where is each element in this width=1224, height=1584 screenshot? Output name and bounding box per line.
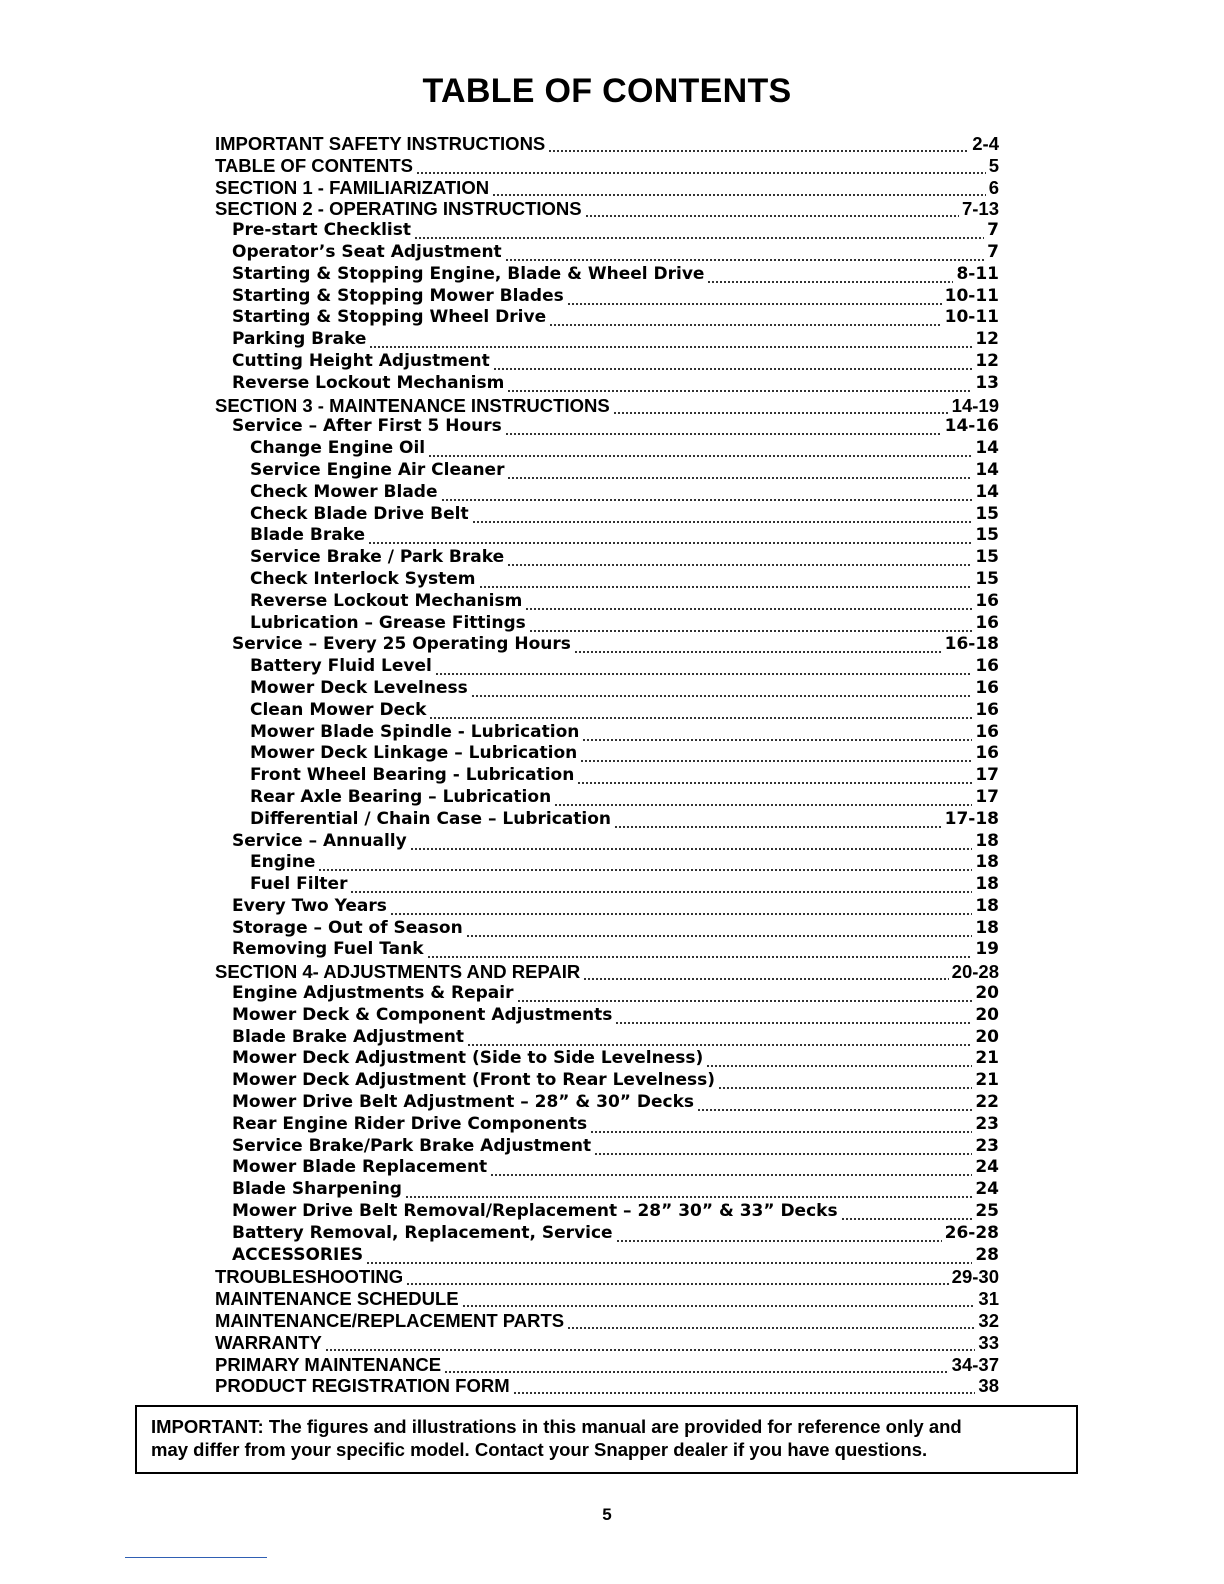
- toc-entry[interactable]: [215, 460, 999, 482]
- toc-entry[interactable]: [215, 1332, 999, 1354]
- toc-entry-label: SECTION 4- ADJUSTMENTS AND REPAIR: [215, 961, 581, 983]
- toc-entry-page: 14: [975, 438, 999, 459]
- toc-entry-label: Battery Removal, Replacement, Service: [232, 1222, 613, 1243]
- toc-entry[interactable]: [215, 743, 999, 765]
- toc-entry-page: 12: [975, 329, 999, 350]
- toc-entry-page: 10-11: [944, 285, 999, 306]
- toc-entry[interactable]: [215, 1310, 999, 1332]
- toc-entry-label: Operator’s Seat Adjustment: [232, 241, 502, 262]
- toc-entry-label: Cutting Height Adjustment: [232, 350, 490, 371]
- toc-dot-leader: [613, 395, 949, 417]
- toc-dot-leader: [427, 939, 973, 961]
- toc-dot-leader: [350, 874, 972, 896]
- toc-entry-label: Starting & Stopping Wheel Drive: [232, 307, 547, 328]
- toc-entry[interactable]: [215, 177, 999, 199]
- toc-entry[interactable]: [215, 1136, 999, 1158]
- toc-entry[interactable]: [215, 1266, 999, 1288]
- toc-entry[interactable]: [215, 896, 999, 918]
- toc-entry-page: 20: [975, 1004, 999, 1025]
- toc-entry[interactable]: [215, 198, 999, 220]
- toc-entry[interactable]: [215, 416, 999, 438]
- toc-dot-leader: [441, 482, 973, 504]
- toc-entry[interactable]: [215, 264, 999, 286]
- toc-dot-leader: [614, 809, 942, 831]
- toc-entry-page: 18: [975, 852, 999, 873]
- toc-entry[interactable]: [215, 918, 999, 940]
- toc-entry[interactable]: [215, 831, 999, 853]
- toc-entry-page: 16: [975, 699, 999, 720]
- toc-dot-leader: [410, 831, 973, 853]
- toc-dot-leader: [507, 547, 972, 569]
- toc-entry-page: 15: [975, 547, 999, 568]
- toc-dot-leader: [513, 1375, 976, 1397]
- toc-entry-label: WARRANTY: [215, 1331, 322, 1353]
- toc-dot-leader: [594, 1136, 972, 1158]
- toc-entry[interactable]: [215, 1223, 999, 1245]
- toc-entry-label: PRODUCT REGISTRATION FORM: [215, 1375, 510, 1397]
- toc-entry[interactable]: [215, 1048, 999, 1070]
- toc-entry[interactable]: [215, 351, 999, 373]
- toc-dot-leader: [517, 983, 973, 1005]
- toc-entry[interactable]: [215, 1070, 999, 1092]
- toc-entry-label: Every Two Years: [232, 895, 387, 916]
- toc-entry-page: 38: [978, 1375, 999, 1397]
- toc-dot-leader: [583, 961, 948, 983]
- toc-dot-leader: [548, 133, 969, 155]
- toc-entry-label: Blade Brake: [250, 525, 366, 546]
- toc-entry-page: 16: [975, 677, 999, 698]
- toc-entry[interactable]: [215, 1354, 999, 1376]
- toc-entry-page: 29-30: [951, 1266, 999, 1288]
- toc-entry-page: 17: [975, 765, 999, 786]
- toc-dot-leader: [590, 1114, 972, 1136]
- toc-dot-leader: [472, 504, 973, 526]
- toc-dot-leader: [507, 373, 972, 395]
- toc-entry-label: Mower Deck Adjustment (Side to Side Levelness): [232, 1048, 704, 1069]
- toc-dot-leader: [366, 1245, 972, 1267]
- toc-entry-page: 31: [978, 1288, 999, 1310]
- toc-entry-label: Differential / Chain Case – Lubrication: [250, 808, 611, 829]
- toc-entry-page: 15: [975, 503, 999, 524]
- toc-dot-leader: [582, 722, 972, 744]
- toc-entry-page: 32: [978, 1310, 999, 1332]
- toc-entry-label: Fuel Filter: [250, 874, 348, 895]
- toc-entry[interactable]: [215, 1157, 999, 1179]
- toc-entry-label: Rear Engine Rider Drive Components: [232, 1113, 588, 1134]
- toc-entry-page: 7-13: [961, 198, 999, 220]
- toc-entry[interactable]: [215, 809, 999, 831]
- toc-entry-page: 26-28: [944, 1222, 999, 1243]
- important-notice-box: [135, 1405, 1078, 1474]
- toc-dot-leader: [492, 177, 986, 199]
- toc-entry[interactable]: [215, 678, 999, 700]
- toc-entry-page: 20: [975, 1026, 999, 1047]
- toc-entry-label: Engine: [250, 852, 316, 873]
- toc-entry[interactable]: [215, 1288, 999, 1310]
- toc-dot-leader: [567, 1310, 975, 1332]
- toc-entry-label: Service – Annually: [232, 830, 407, 851]
- toc-entry[interactable]: [215, 1092, 999, 1114]
- toc-entry[interactable]: [215, 1005, 999, 1027]
- toc-entry[interactable]: [215, 1245, 999, 1267]
- toc-dot-leader: [567, 286, 942, 308]
- toc-entry-page: 21: [975, 1070, 999, 1091]
- toc-entry-label: MAINTENANCE/REPLACEMENT PARTS: [215, 1310, 565, 1332]
- toc-dot-leader: [505, 242, 984, 264]
- toc-dot-leader: [706, 1048, 972, 1070]
- toc-entry-page: 16: [975, 590, 999, 611]
- toc-dot-leader: [615, 1005, 972, 1027]
- toc-entry-page: 14-16: [944, 416, 999, 437]
- toc-entry-page: 16-18: [944, 634, 999, 655]
- toc-entry-label: Mower Blade Replacement: [232, 1157, 488, 1178]
- toc-entry[interactable]: [215, 329, 999, 351]
- toc-entry-label: Service – After First 5 Hours: [232, 416, 502, 437]
- toc-entry-page: 14: [975, 459, 999, 480]
- toc-entry-label: Service Brake/Park Brake Adjustment: [232, 1135, 592, 1156]
- toc-entry-page: 17-18: [944, 808, 999, 829]
- toc-dot-leader: [707, 264, 953, 286]
- toc-dot-leader: [525, 591, 972, 613]
- toc-entry[interactable]: [215, 1027, 999, 1049]
- toc-dot-leader: [406, 1266, 949, 1288]
- toc-entry-page: 2-4: [972, 133, 999, 154]
- page-title: TABLE OF CONTENTS: [422, 72, 792, 110]
- toc-dot-leader: [429, 700, 972, 722]
- toc-entry-label: Battery Fluid Level: [250, 656, 432, 677]
- toc-entry-label: Parking Brake: [232, 329, 367, 350]
- toc-entry-label: Mower Drive Belt Adjustment – 28” & 30” Decks: [232, 1092, 695, 1113]
- toc-dot-leader: [416, 155, 986, 177]
- toc-entry-label: TROUBLESHOOTING: [215, 1266, 404, 1288]
- page-number: 5: [602, 1505, 612, 1524]
- toc-entry-label: Reverse Lockout Mechanism: [250, 590, 523, 611]
- toc-entry-label: PRIMARY MAINTENANCE: [215, 1353, 442, 1375]
- toc-dot-leader: [577, 765, 972, 787]
- toc-entry-label: Blade Sharpening: [232, 1179, 402, 1200]
- toc-entry-label: Removing Fuel Tank: [232, 939, 424, 960]
- toc-entry[interactable]: [215, 569, 999, 591]
- toc-dot-leader: [549, 307, 942, 329]
- toc-entry-label: Service – Every 25 Operating Hours: [232, 634, 571, 655]
- toc-entry[interactable]: [215, 613, 999, 635]
- toc-dot-leader: [444, 1354, 949, 1376]
- toc-entry[interactable]: [215, 482, 999, 504]
- toc-dot-leader: [435, 656, 972, 678]
- toc-entry[interactable]: [215, 155, 999, 177]
- toc-entry[interactable]: [215, 438, 999, 460]
- toc-entry-label: Starting & Stopping Engine, Blade & Wheel Drive: [232, 263, 705, 284]
- toc-entry-label: Mower Deck Adjustment (Front to Rear Levelness): [232, 1070, 716, 1091]
- toc-entry[interactable]: [215, 656, 999, 678]
- toc-dot-leader: [585, 198, 959, 220]
- table-of-contents: [215, 133, 999, 1397]
- footer-rule: [125, 1557, 267, 1558]
- toc-dot-leader: [505, 416, 942, 438]
- toc-entry-label: Check Blade Drive Belt: [250, 503, 469, 524]
- toc-entry-label: Mower Deck & Component Adjustments: [232, 1004, 613, 1025]
- toc-dot-leader: [368, 525, 972, 547]
- toc-entry-page: 5: [988, 154, 999, 176]
- toc-entry-label: Change Engine Oil: [250, 438, 426, 459]
- toc-entry-label: SECTION 2 - OPERATING INSTRUCTIONS: [215, 198, 582, 220]
- toc-dot-leader: [490, 1157, 972, 1179]
- notice-line-1: IMPORTANT: The figures and illustrations in this manual are provided for reference only and: [151, 1416, 962, 1437]
- toc-entry[interactable]: [215, 133, 999, 155]
- toc-entry-label: Engine Adjustments & Repair: [232, 983, 514, 1004]
- toc-entry[interactable]: [215, 373, 999, 395]
- toc-entry[interactable]: [215, 939, 999, 961]
- toc-dot-leader: [428, 438, 972, 460]
- toc-entry-page: 14: [975, 481, 999, 502]
- toc-entry-label: Service Brake / Park Brake: [250, 547, 505, 568]
- toc-entry-page: 8-11: [956, 263, 999, 284]
- toc-entry[interactable]: [215, 765, 999, 787]
- toc-entry-page: 33: [978, 1331, 999, 1353]
- toc-entry-label: Pre-start Checklist: [232, 220, 411, 241]
- toc-entry-label: Check Interlock System: [250, 568, 476, 589]
- toc-entry-label: Reverse Lockout Mechanism: [232, 372, 505, 393]
- toc-dot-leader: [318, 852, 972, 874]
- toc-entry[interactable]: [215, 395, 999, 417]
- toc-entry-page: 18: [975, 917, 999, 938]
- toc-entry-page: 18: [975, 895, 999, 916]
- toc-dot-leader: [479, 569, 973, 591]
- toc-dot-leader: [718, 1070, 972, 1092]
- toc-entry-page: 23: [975, 1113, 999, 1134]
- toc-entry-page: 25: [975, 1201, 999, 1222]
- toc-entry-label: Rear Axle Bearing – Lubrication: [250, 786, 552, 807]
- toc-entry-label: ACCESSORIES: [232, 1244, 364, 1265]
- toc-entry-page: 12: [975, 350, 999, 371]
- toc-entry-page: 20-28: [951, 961, 999, 983]
- toc-entry-label: MAINTENANCE SCHEDULE: [215, 1288, 459, 1310]
- toc-entry-page: 13: [975, 372, 999, 393]
- toc-entry-label: Mower Blade Spindle - Lubrication: [250, 721, 580, 742]
- toc-dot-leader: [841, 1201, 973, 1223]
- toc-entry[interactable]: [215, 634, 999, 656]
- toc-entry-label: TABLE OF CONTENTS: [215, 154, 414, 176]
- toc-entry-label: Blade Brake Adjustment: [232, 1026, 464, 1047]
- toc-entry-page: 23: [975, 1135, 999, 1156]
- toc-entry-label: Lubrication – Grease Fittings: [250, 612, 526, 633]
- toc-entry-page: 15: [975, 568, 999, 589]
- toc-entry-page: 17: [975, 786, 999, 807]
- toc-entry[interactable]: [215, 983, 999, 1005]
- toc-dot-leader: [390, 896, 972, 918]
- toc-entry[interactable]: [215, 547, 999, 569]
- toc-entry-label: Mower Deck Linkage – Lubrication: [250, 743, 578, 764]
- toc-entry[interactable]: [215, 1375, 999, 1397]
- toc-dot-leader: [466, 918, 973, 940]
- toc-dot-leader: [414, 220, 984, 242]
- toc-entry[interactable]: [215, 286, 999, 308]
- toc-dot-leader: [616, 1223, 942, 1245]
- toc-entry-label: Front Wheel Bearing - Lubrication: [250, 765, 575, 786]
- toc-entry-label: Check Mower Blade: [250, 481, 438, 502]
- toc-entry-label: SECTION 3 - MAINTENANCE INSTRUCTIONS: [215, 394, 610, 416]
- toc-dot-leader: [697, 1092, 972, 1114]
- toc-entry-page: 24: [975, 1157, 999, 1178]
- toc-entry-label: Clean Mower Deck: [250, 699, 427, 720]
- toc-entry[interactable]: [215, 722, 999, 744]
- toc-entry-page: 6: [988, 176, 999, 198]
- toc-entry[interactable]: [215, 874, 999, 896]
- toc-entry-page: 14-19: [951, 394, 999, 416]
- toc-entry-label: Storage – Out of Season: [232, 917, 463, 938]
- toc-entry-page: 16: [975, 721, 999, 742]
- toc-entry-page: 7: [987, 241, 999, 262]
- toc-entry[interactable]: [215, 220, 999, 242]
- notice-line-2: may differ from your specific model. Contact your Snapper dealer if you have questions.: [151, 1439, 928, 1460]
- toc-dot-leader: [369, 329, 972, 351]
- toc-entry-page: 18: [975, 830, 999, 851]
- toc-entry[interactable]: [215, 591, 999, 613]
- toc-dot-leader: [471, 678, 973, 700]
- toc-entry-page: 24: [975, 1179, 999, 1200]
- toc-dot-leader: [467, 1027, 972, 1049]
- toc-dot-leader: [580, 743, 972, 765]
- toc-entry[interactable]: [215, 961, 999, 983]
- toc-entry-page: 34-37: [951, 1353, 999, 1375]
- toc-entry-page: 15: [975, 525, 999, 546]
- toc-entry-page: 20: [975, 983, 999, 1004]
- toc-entry[interactable]: [215, 307, 999, 329]
- toc-entry-page: 19: [975, 939, 999, 960]
- toc-entry-label: IMPORTANT SAFETY INSTRUCTIONS: [215, 133, 546, 154]
- toc-entry-page: 7: [987, 220, 999, 241]
- toc-entry-page: 28: [975, 1244, 999, 1265]
- toc-entry[interactable]: [215, 1179, 999, 1201]
- toc-entry-label: Service Engine Air Cleaner: [250, 459, 505, 480]
- toc-entry[interactable]: [215, 1114, 999, 1136]
- toc-dot-leader: [325, 1332, 976, 1354]
- toc-entry-page: 18: [975, 874, 999, 895]
- toc-entry-page: 16: [975, 612, 999, 633]
- toc-entry[interactable]: [215, 852, 999, 874]
- toc-entry[interactable]: [215, 242, 999, 264]
- toc-entry[interactable]: [215, 1201, 999, 1223]
- toc-dot-leader: [529, 613, 973, 635]
- toc-entry[interactable]: [215, 525, 999, 547]
- toc-entry-label: Mower Drive Belt Removal/Replacement – 28” 30” & 33” Decks: [232, 1201, 838, 1222]
- toc-entry[interactable]: [215, 504, 999, 526]
- toc-entry-label: SECTION 1 - FAMILIARIZATION: [215, 176, 490, 198]
- toc-entry-label: Starting & Stopping Mower Blades: [232, 285, 564, 306]
- toc-entry-label: Mower Deck Levelness: [250, 677, 468, 698]
- toc-dot-leader: [405, 1179, 972, 1201]
- toc-entry[interactable]: [215, 700, 999, 722]
- toc-entry-page: 21: [975, 1048, 999, 1069]
- toc-dot-leader: [493, 351, 973, 373]
- toc-entry-page: 22: [975, 1092, 999, 1113]
- toc-dot-leader: [554, 787, 972, 809]
- toc-entry-page: 16: [975, 743, 999, 764]
- toc-dot-leader: [507, 460, 972, 482]
- toc-entry-page: 10-11: [944, 307, 999, 328]
- toc-entry[interactable]: [215, 787, 999, 809]
- toc-dot-leader: [462, 1288, 976, 1310]
- toc-entry-page: 16: [975, 656, 999, 677]
- toc-dot-leader: [574, 634, 942, 656]
